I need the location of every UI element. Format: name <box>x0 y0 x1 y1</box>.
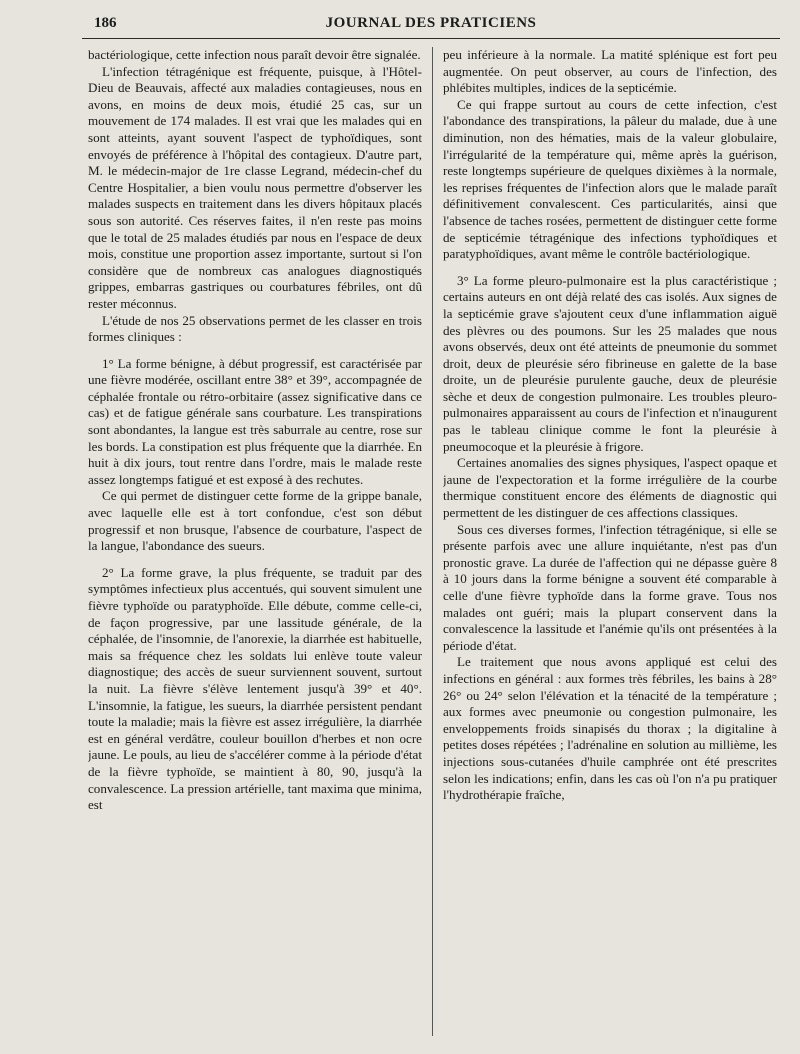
paragraph: L'infection tétragénique est fréquente, puisque, à l'Hôtel-Dieu de Beauvais, affecté aux maladies contagieuses, nous en avons, en moins de deux mois, étudié 25 cas, sur un mouvement de 174 malades. Il est vrai que les malades qui en sont atteints, ayant souvent l'aspect de typhoïdiques, sont envoyés de préférence à l'hôpital des contagieux. D'autre part, M. le médecin-major de 1re classe Legrand, médecin-chef du Centre Hospitalier, a bien voulu nous permettre d'observer les malades suspects en traitement dans les divers hôpitaux placés sous son autorité. Ces réserves faites, il n'en reste pas moins que le total de 25 malades étudiés par nous en l'espace de deux mois, constitue une proportion assez importante, surtout si l'on considère que de nombreux cas analogues diagnostiqués grippes, embarras gastriques ou courbatures fébriles, ont dû rester méconnus. <box>88 63 422 311</box>
body-columns <box>88 47 780 1036</box>
paragraph: L'étude de nos 25 observations permet de les classer en trois formes cliniques : <box>88 312 422 345</box>
paragraph: peu inférieure à la normale. La matité splénique est fort peu augmentée. On peut observer, au cours de l'infection, des phlébites multiples, indices de la septicémie. <box>443 47 777 96</box>
running-header <box>82 12 780 39</box>
paragraph: Ce qui permet de distinguer cette forme de la grippe banale, avec laquelle elle est à tort confondue, c'est son début progressif et non brusque, l'absence de courbature, l'aspect de la langue, l'abondance des sueurs. <box>88 488 422 554</box>
column-divider <box>432 47 433 1036</box>
paragraph: Ce qui frappe surtout au cours de cette infection, c'est l'abondance des transpirations, la pâleur du malade, due à une diminution, non des hématies, mais de la valeur globulaire, l'irrégularité de la température qui, même après la guérison, reste longtemps supérieure de quelques dixièmes à la normale, les reprises fréquentes de l'infection alors que le malade paraît définitivement convalescent. Ces particularités, ainsi que l'absence de taches rosées, permettent de distinguer cette forme de septicémie tétragénique des infections typhoïdiques et paratyphoïdiques, avant même le contrôle bactériologique. <box>443 96 777 262</box>
paragraph: Certaines anomalies des signes physiques, l'aspect opaque et jaune de l'expectoration et la forme irrégulière de la courbe thermique constituent encore des éléments de diagnostic qui permettent de les distinguer de ces affections classiques. <box>443 455 777 521</box>
paragraph: bactériologique, cette infection nous paraît devoir être signalée. <box>88 47 421 62</box>
left-column <box>88 47 422 1036</box>
paragraph: Le traitement que nous avons appliqué est celui des infections en général : aux formes très fébriles, les bains à 28° 26° ou 24° selon l'élévation et la ténacité de la température ; aux formes avec pneumonie ou congestion pulmonaire, les enveloppements froids sinapisés du thorax ; la digitaline à petites doses répétées ; l'adrénaline en solution au millième, les injections sous-cutanées d'huile camphrée ont été prescrites selon les indications; enfin, dans les cas où l'on n'a pu pratiquer l'hydrothérapie fraîche, <box>443 654 777 803</box>
right-column <box>443 47 777 1036</box>
paragraph: 3° La forme pleuro-pulmonaire est la plus caractéristique ; certains auteurs en ont déjà relaté des cas isolés. Aux signes de la septicémie grave s'ajoutent ceux d'une inflammation aiguë des plèvres ou des poumons. Sur les 25 malades que nous avons observés, deux ont été atteints de pneumonie du sommet droit, deux de pleurésie séro fibrineuse en galette de la base droite, un de pleurésie purulente gauche, deux de pleurésie sèche et deux de congestion pulmonaire. Les troubles pleuro-pulmonaires apparaissent au cours de l'infection et n'inaugurent pas le tableau clinique comme le font la pleurésie à pneumocoque et la pleurésie à frigore. <box>443 272 777 454</box>
paragraph: Sous ces diverses formes, l'infection tétragénique, si elle se présente parfois avec une allure inquiétante, n'est pas d'un pronostic grave. La durée de l'affection qui ne dépasse guère 8 à 10 jours dans la forme bénigne a souvent été comparable à celle d'une fièvre typhoïde dans la forme grave. Tous nos malades ont guéri; mais la plupart conservent dans la convalescence la lassitude et l'anémie qu'ils ont présentées à la période d'état. <box>443 521 777 653</box>
paragraph: 1° La forme bénigne, à début progressif, est caractérisée par une fièvre modérée, oscillant entre 38° et 39°, accompagnée de céphalée frontale ou rétro-orbitaire (assez significative dans ce cas) et de fatigue générale sans courbature. Les transpirations sont abondantes, la langue est très saburrale au centre, rose sur les bords. La constipation est plus fréquente que la diarrhée. En huit à dix jours, tout rentre dans l'ordre, mais le malade reste assez longtemps fatigué et est exposé à des rechutes. <box>88 355 422 487</box>
page-number: 186 <box>94 15 117 31</box>
journal-title: JOURNAL DES PRATICIENS <box>325 15 537 31</box>
paragraph: 2° La forme grave, la plus fréquente, se traduit par des symptômes infectieux plus accentués, qui souvent simulent une fièvre typhoïde ou paratyphoïde. Elle débute, comme celle-ci, de façon progressive, par une lassitude générale, de la céphalée, de l'insomnie, de l'anorexie, la diarrhée est habituelle, mais sa fréquence chez les soldats lui enlève toute valeur diagnostique; des accès de sueur surviennent souvent, surtout la nuit. La fièvre s'élève lentement jusqu'à 39° et 40°. L'insomnie, la fatigue, les sueurs, la diarrhée persistent pendant toute la maladie; mais la fièvre est assez irrégulière, la diarrhée est en général verdâtre, couleur bouillon d'herbes et non ocre jaune. Le pouls, au lieu de s'accélérer comme à la période d'état de la fièvre typhoïde, se maintient à 80, 90, jusqu'à la convalescence. La pression artérielle, tant maxima que minima, est <box>88 564 422 813</box>
